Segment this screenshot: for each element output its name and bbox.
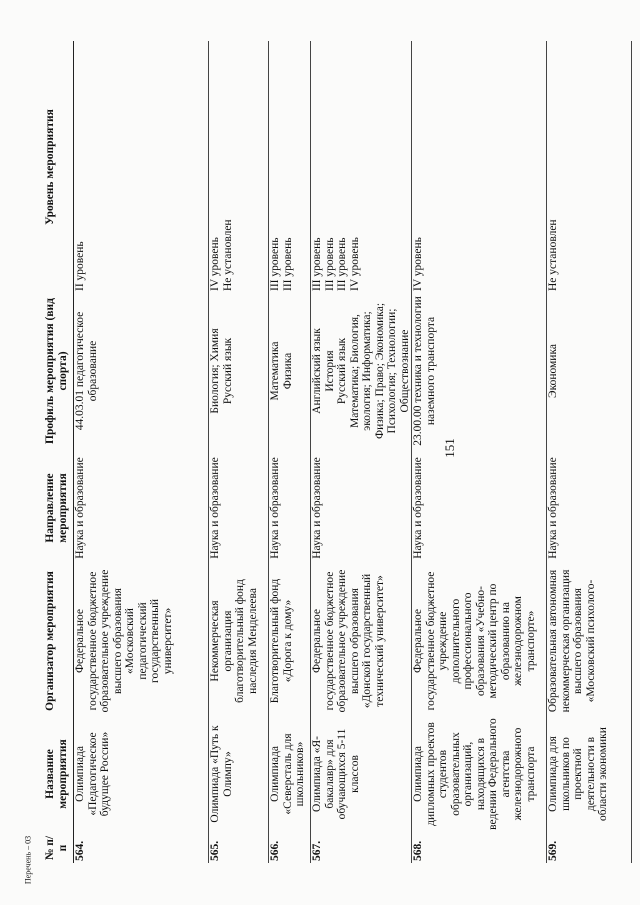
profile-line: Биология; Химия xyxy=(209,328,221,414)
row-number: 567. xyxy=(311,840,323,861)
event-direction: Наука и образование xyxy=(74,457,86,559)
event-direction: Наука и образование xyxy=(269,457,281,559)
profile-line: Экономика xyxy=(547,344,559,398)
header-num: № п/п xyxy=(44,835,69,861)
table-row xyxy=(269,41,311,863)
header-row xyxy=(44,41,74,863)
profile-line: Математика xyxy=(269,341,281,401)
event-name: Олимпиада дипломных проектов студентов образовательных организаций, находящихся в ведении Федерального агентства железнодорожного транспорта xyxy=(412,718,537,830)
profile-line: Физика xyxy=(281,352,294,390)
row-number: 564. xyxy=(74,840,86,861)
header-organizer: Организатор мероприятия xyxy=(44,571,56,711)
profile-line: Русский язык xyxy=(221,337,234,405)
event-organizer: Образовательная автономная некоммерческая организация высшего образования «Московский психолого- xyxy=(547,569,597,713)
event-name: Олимпиада «Педагогическое будущее России» xyxy=(74,731,111,817)
event-name: Олимпиада для школьников по проектной деятельности в области экономики xyxy=(547,727,609,821)
rotated-table-wrapper xyxy=(44,41,609,863)
table-body xyxy=(44,41,632,863)
event-organizer: Некоммерческая организация благотворительный фонд наследия Менделеева xyxy=(209,579,259,703)
row-number: 568. xyxy=(412,840,424,861)
event-level xyxy=(412,41,547,293)
page-number: 151 xyxy=(442,438,457,458)
event-level xyxy=(209,41,269,293)
events-table xyxy=(44,41,632,863)
event-organizer: Федеральное государственное бюджетное учреждение дополнительного профессионального образования «Учебно-методический центр по образованию на железнодорожном транспорте» xyxy=(412,571,537,711)
header-profile: Профиль мероприятия (вид спорта) xyxy=(44,298,69,444)
event-level xyxy=(547,41,632,293)
event-level xyxy=(74,41,209,293)
profile-line: Русский язык xyxy=(336,337,348,405)
table-row xyxy=(74,41,209,863)
level-line: Не установлен xyxy=(221,219,234,291)
event-direction: Наука и образование xyxy=(547,457,559,559)
table-row xyxy=(209,41,269,863)
row-number: 566. xyxy=(269,840,281,861)
level-line: III уровень xyxy=(311,237,323,291)
profile-line: 44.03.01 педагогическое образование xyxy=(74,311,99,431)
table-row xyxy=(412,41,547,863)
event-level xyxy=(269,41,311,293)
level-line: III уровень xyxy=(323,237,336,291)
row-number: 565. xyxy=(209,840,221,861)
level-line: III уровень xyxy=(269,237,281,291)
header-name: Название мероприятия xyxy=(44,739,69,809)
level-line: III уровень xyxy=(336,237,348,291)
event-profile xyxy=(547,293,632,449)
event-name: Олимпиада «Я-бакалавр» для обучающихся 5-11 классов xyxy=(311,728,361,820)
event-profile xyxy=(74,293,209,449)
row-number: 569. xyxy=(547,840,559,861)
event-direction: Наука и образование xyxy=(311,457,323,559)
event-level xyxy=(311,41,412,293)
event-direction: Наука и образование xyxy=(209,457,221,559)
event-profile xyxy=(269,293,311,449)
event-organizer: Благотворительный фонд «Дорога к дому» xyxy=(269,578,294,704)
footer-note: Перечень – 03 xyxy=(23,835,33,885)
level-line: II уровень xyxy=(74,241,86,291)
header-level: Уровень мероприятия xyxy=(44,109,56,225)
level-line: IV уровень xyxy=(209,237,221,291)
profile-line: Математика; Биология, экология; Информатика; Физика; Право; Экономика; Психология; Технологии; Обществознание xyxy=(348,302,411,440)
profile-line: Английский язык xyxy=(311,328,323,414)
table-row xyxy=(311,41,412,863)
level-line: IV уровень xyxy=(348,237,361,291)
event-direction: Наука и образование xyxy=(412,457,424,559)
event-organizer: Федеральное государственное бюджетное образовательное учреждение высшего образования «Московский педагогический государственный университет» xyxy=(74,569,174,713)
level-line: IV уровень xyxy=(412,237,424,291)
event-profile xyxy=(412,293,547,449)
table-row xyxy=(547,41,632,863)
profile-line: История xyxy=(323,350,336,392)
event-name: Олимпиада «Северсталь для школьников» xyxy=(269,733,306,815)
event-name: Олимпиада «Путь к Олимпу» xyxy=(209,725,234,823)
event-profile xyxy=(209,293,269,449)
event-organizer: Федеральное государственное бюджетное образовательное учреждение высшего образования «Донской государственный технический университет» xyxy=(311,569,386,713)
event-profile xyxy=(311,293,412,449)
profile-line: 23.00.00 техника и технологии наземного транспорта xyxy=(412,296,437,446)
level-line: III уровень xyxy=(281,237,294,291)
level-line: Не установлен xyxy=(547,219,559,291)
header-direction: Направление мероприятия xyxy=(44,473,69,543)
